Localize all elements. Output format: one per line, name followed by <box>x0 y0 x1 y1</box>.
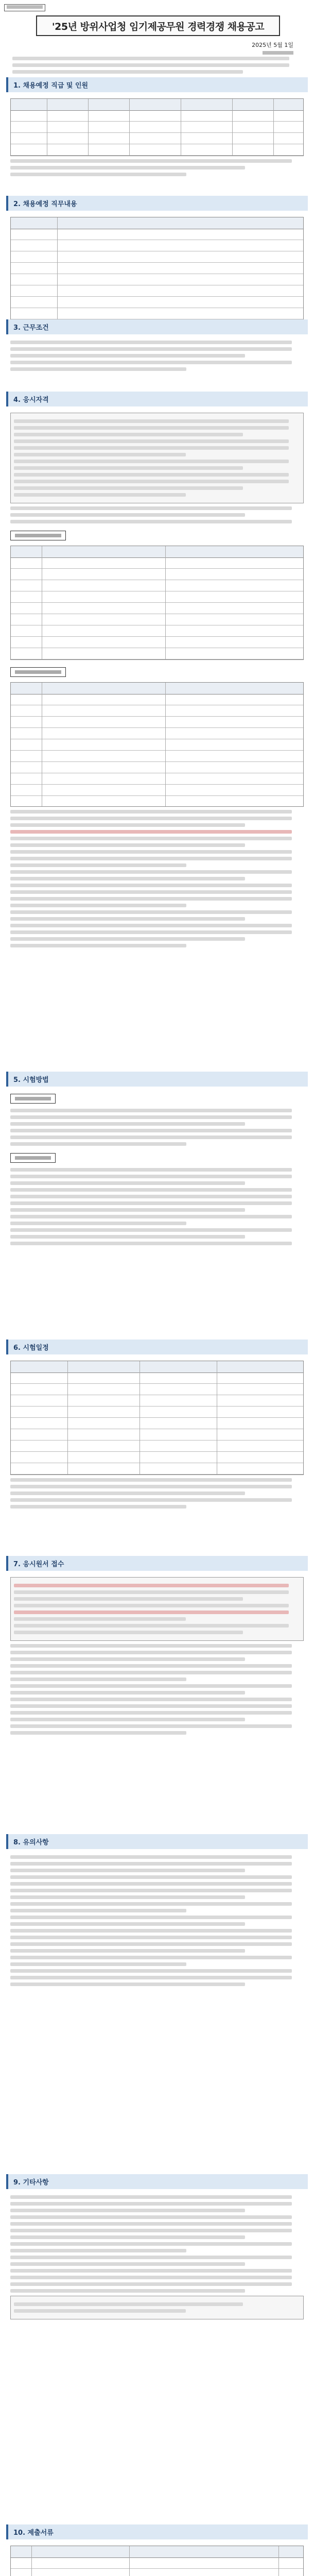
positions-table <box>10 98 304 156</box>
section-1-header: 1. 채용예정 직급 및 인원 <box>6 77 308 92</box>
section-3 <box>6 319 308 377</box>
page-title: '25년 방위사업청 임기제공무원 경력경쟁 채용공고 <box>36 15 280 36</box>
section-4-header: 4. 응시자격 <box>6 392 308 406</box>
requirements-table-2 <box>10 682 304 807</box>
sub-heading <box>10 667 66 677</box>
section-7 <box>6 1556 308 1741</box>
sub-heading <box>10 1094 56 1104</box>
sub-heading <box>10 531 66 540</box>
section-2 <box>6 196 308 327</box>
application-box <box>10 1577 304 1641</box>
intro-paragraph <box>12 54 301 77</box>
section-8-header: 8. 유의사항 <box>6 1834 308 1849</box>
section-5 <box>6 1072 308 1251</box>
section-7-header: 7. 응시원서 접수 <box>6 1556 308 1571</box>
section-3-header: 3. 근무조건 <box>6 319 308 334</box>
section-10 <box>6 2524 308 2576</box>
section-9 <box>6 2174 308 2326</box>
section-9-header: 9. 기타사항 <box>6 2174 308 2189</box>
requirements-table-1 <box>10 546 304 660</box>
section-10-header: 10. 제출서류 <box>6 2524 308 2539</box>
date-line: 2025년 5월 1일 <box>252 42 293 48</box>
schedule-table <box>10 1361 304 1475</box>
document-tag <box>4 4 45 11</box>
sub-heading <box>10 1153 56 1163</box>
duties-table <box>10 217 304 321</box>
section-1 <box>6 77 308 182</box>
qualification-box <box>10 413 304 503</box>
contact-box <box>10 2296 304 2319</box>
section-6-header: 6. 시험일정 <box>6 1340 308 1354</box>
section-2-header: 2. 채용예정 직무내용 <box>6 196 308 211</box>
section-6 <box>6 1340 308 1515</box>
section-4 <box>6 392 308 954</box>
documents-table <box>10 2546 304 2576</box>
section-8 <box>6 1834 308 1992</box>
section-5-header: 5. 시험방법 <box>6 1072 308 1087</box>
